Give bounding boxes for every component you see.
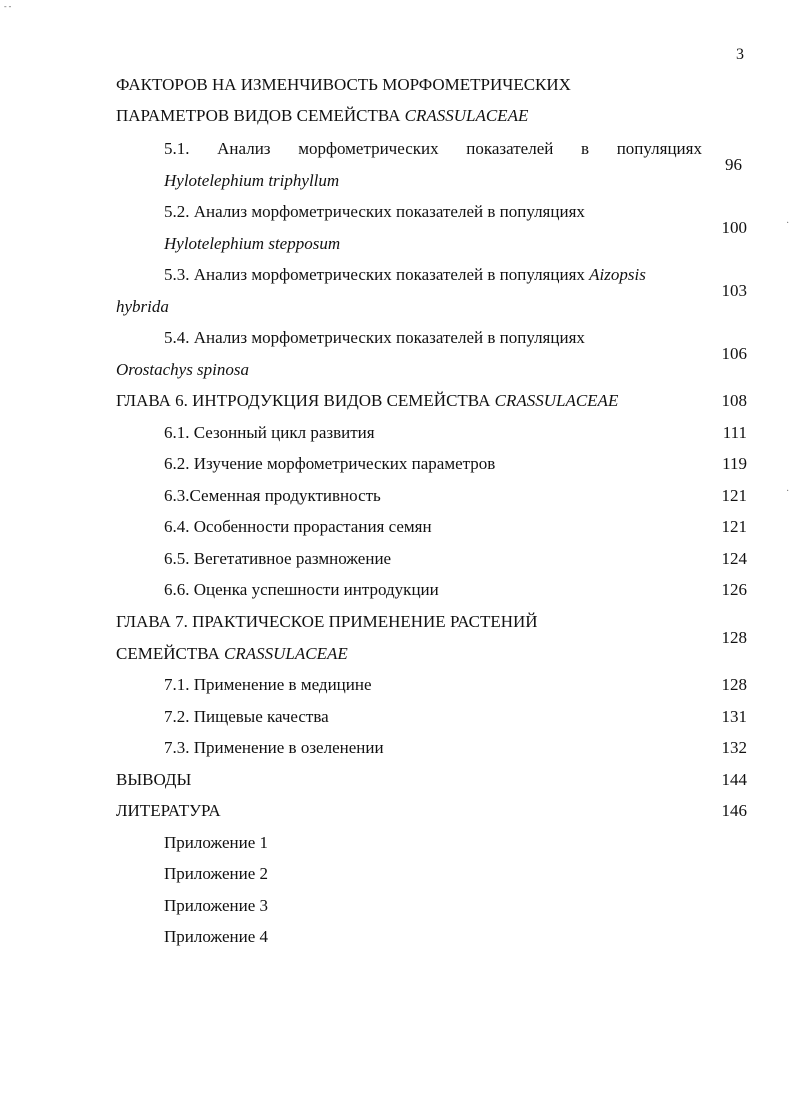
- toc-page-5-1: 96: [725, 155, 742, 174]
- toc-page-6-5: 124: [721, 549, 747, 568]
- toc-page-conclusions: 144: [721, 770, 747, 789]
- toc-chapter-7-line1[interactable]: ГЛАВА 7. ПРАКТИЧЕСКОЕ ПРИМЕНЕНИЕ РАСТЕНИЙ: [116, 612, 538, 631]
- toc-entry-5-1-line1[interactable]: 5.1. Анализ морфометрических показателей в популяциях: [164, 139, 702, 158]
- toc-page-6-2: 119: [722, 454, 747, 473]
- scan-speck: ·: [786, 218, 790, 229]
- toc-appendix-1[interactable]: Приложение 1: [164, 833, 268, 852]
- toc-appendix-2[interactable]: Приложение 2: [164, 864, 268, 883]
- toc-literature[interactable]: ЛИТЕРАТУРА: [116, 801, 221, 820]
- toc-page-5-2: 100: [721, 218, 747, 237]
- toc-page-6-6: 126: [721, 580, 747, 599]
- toc-page-6-3: 121: [721, 486, 747, 505]
- toc-entry-5-4-line2: Orostachys spinosa: [116, 360, 250, 379]
- toc-page-6-1: 111: [722, 423, 747, 442]
- toc-page-chapter-7: 128: [721, 628, 747, 647]
- toc-entry-7-3[interactable]: 7.3. Применение в озеленении: [164, 738, 384, 757]
- toc-entry-5-1-line2: Hylotelephium triphyllum: [164, 171, 340, 190]
- toc-appendix-3[interactable]: Приложение 3: [164, 896, 268, 915]
- toc-page-7-2: 131: [721, 707, 747, 726]
- toc-entry-7-2[interactable]: 7.2. Пищевые качества: [164, 707, 329, 726]
- toc-page-7-3: 132: [721, 738, 747, 757]
- toc-entry-5-2-line1[interactable]: 5.2. Анализ морфометрических показателей в популяциях: [164, 202, 585, 221]
- toc-conclusions[interactable]: ВЫВОДЫ: [116, 770, 192, 789]
- toc-page-7-1: 128: [721, 675, 747, 694]
- toc-entry-7-1[interactable]: 7.1. Применение в медицине: [164, 675, 372, 694]
- toc-entry-5-4-line1[interactable]: 5.4. Анализ морфометрических показателей в популяциях: [164, 328, 585, 347]
- chapter5-heading-line1: ФАКТОРОВ НА ИЗМЕНЧИВОСТЬ МОРФОМЕТРИЧЕСКИХ: [116, 75, 571, 94]
- scan-speck: ·: [786, 486, 790, 497]
- toc-page-literature: 146: [721, 801, 747, 820]
- toc-entry-6-6[interactable]: 6.6. Оценка успешности интродукции: [164, 580, 439, 599]
- toc-entry-6-1[interactable]: 6.1. Сезонный цикл развития: [164, 423, 375, 442]
- toc-entry-6-5[interactable]: 6.5. Вегетативное размножение: [164, 549, 392, 568]
- toc-page-5-4: 106: [721, 344, 747, 363]
- scan-corner-mark: - -: [4, 2, 12, 11]
- toc-entry-6-2[interactable]: 6.2. Изучение морфометрических параметров: [164, 454, 496, 473]
- page-number: 3: [736, 46, 744, 63]
- toc-entry-6-3[interactable]: 6.3.Семенная продуктивность: [164, 486, 381, 505]
- chapter5-heading-line2: ПАРАМЕТРОВ ВИДОВ СЕМЕЙСТВА CRASSULACEAE: [116, 106, 529, 125]
- toc-chapter-6[interactable]: ГЛАВА 6. ИНТРОДУКЦИЯ ВИДОВ СЕМЕЙСТВА CRASSULACEAE: [116, 391, 619, 410]
- toc-page-6-4: 121: [721, 517, 747, 536]
- toc-chapter-7-line2: СЕМЕЙСТВА CRASSULACEAE: [116, 644, 348, 663]
- toc-entry-6-4[interactable]: 6.4. Особенности прорастания семян: [164, 517, 432, 536]
- toc-entry-5-3-line2: hybrida: [116, 297, 169, 316]
- toc-entry-5-2-line2: Hylotelephium stepposum: [164, 234, 341, 253]
- toc-appendix-4[interactable]: Приложение 4: [164, 927, 268, 946]
- toc-page-5-3: 103: [721, 281, 747, 300]
- toc-entry-5-3-line1[interactable]: 5.3. Анализ морфометрических показателей в популяциях Aizopsis: [164, 265, 646, 284]
- toc-page-chapter-6: 108: [721, 391, 747, 410]
